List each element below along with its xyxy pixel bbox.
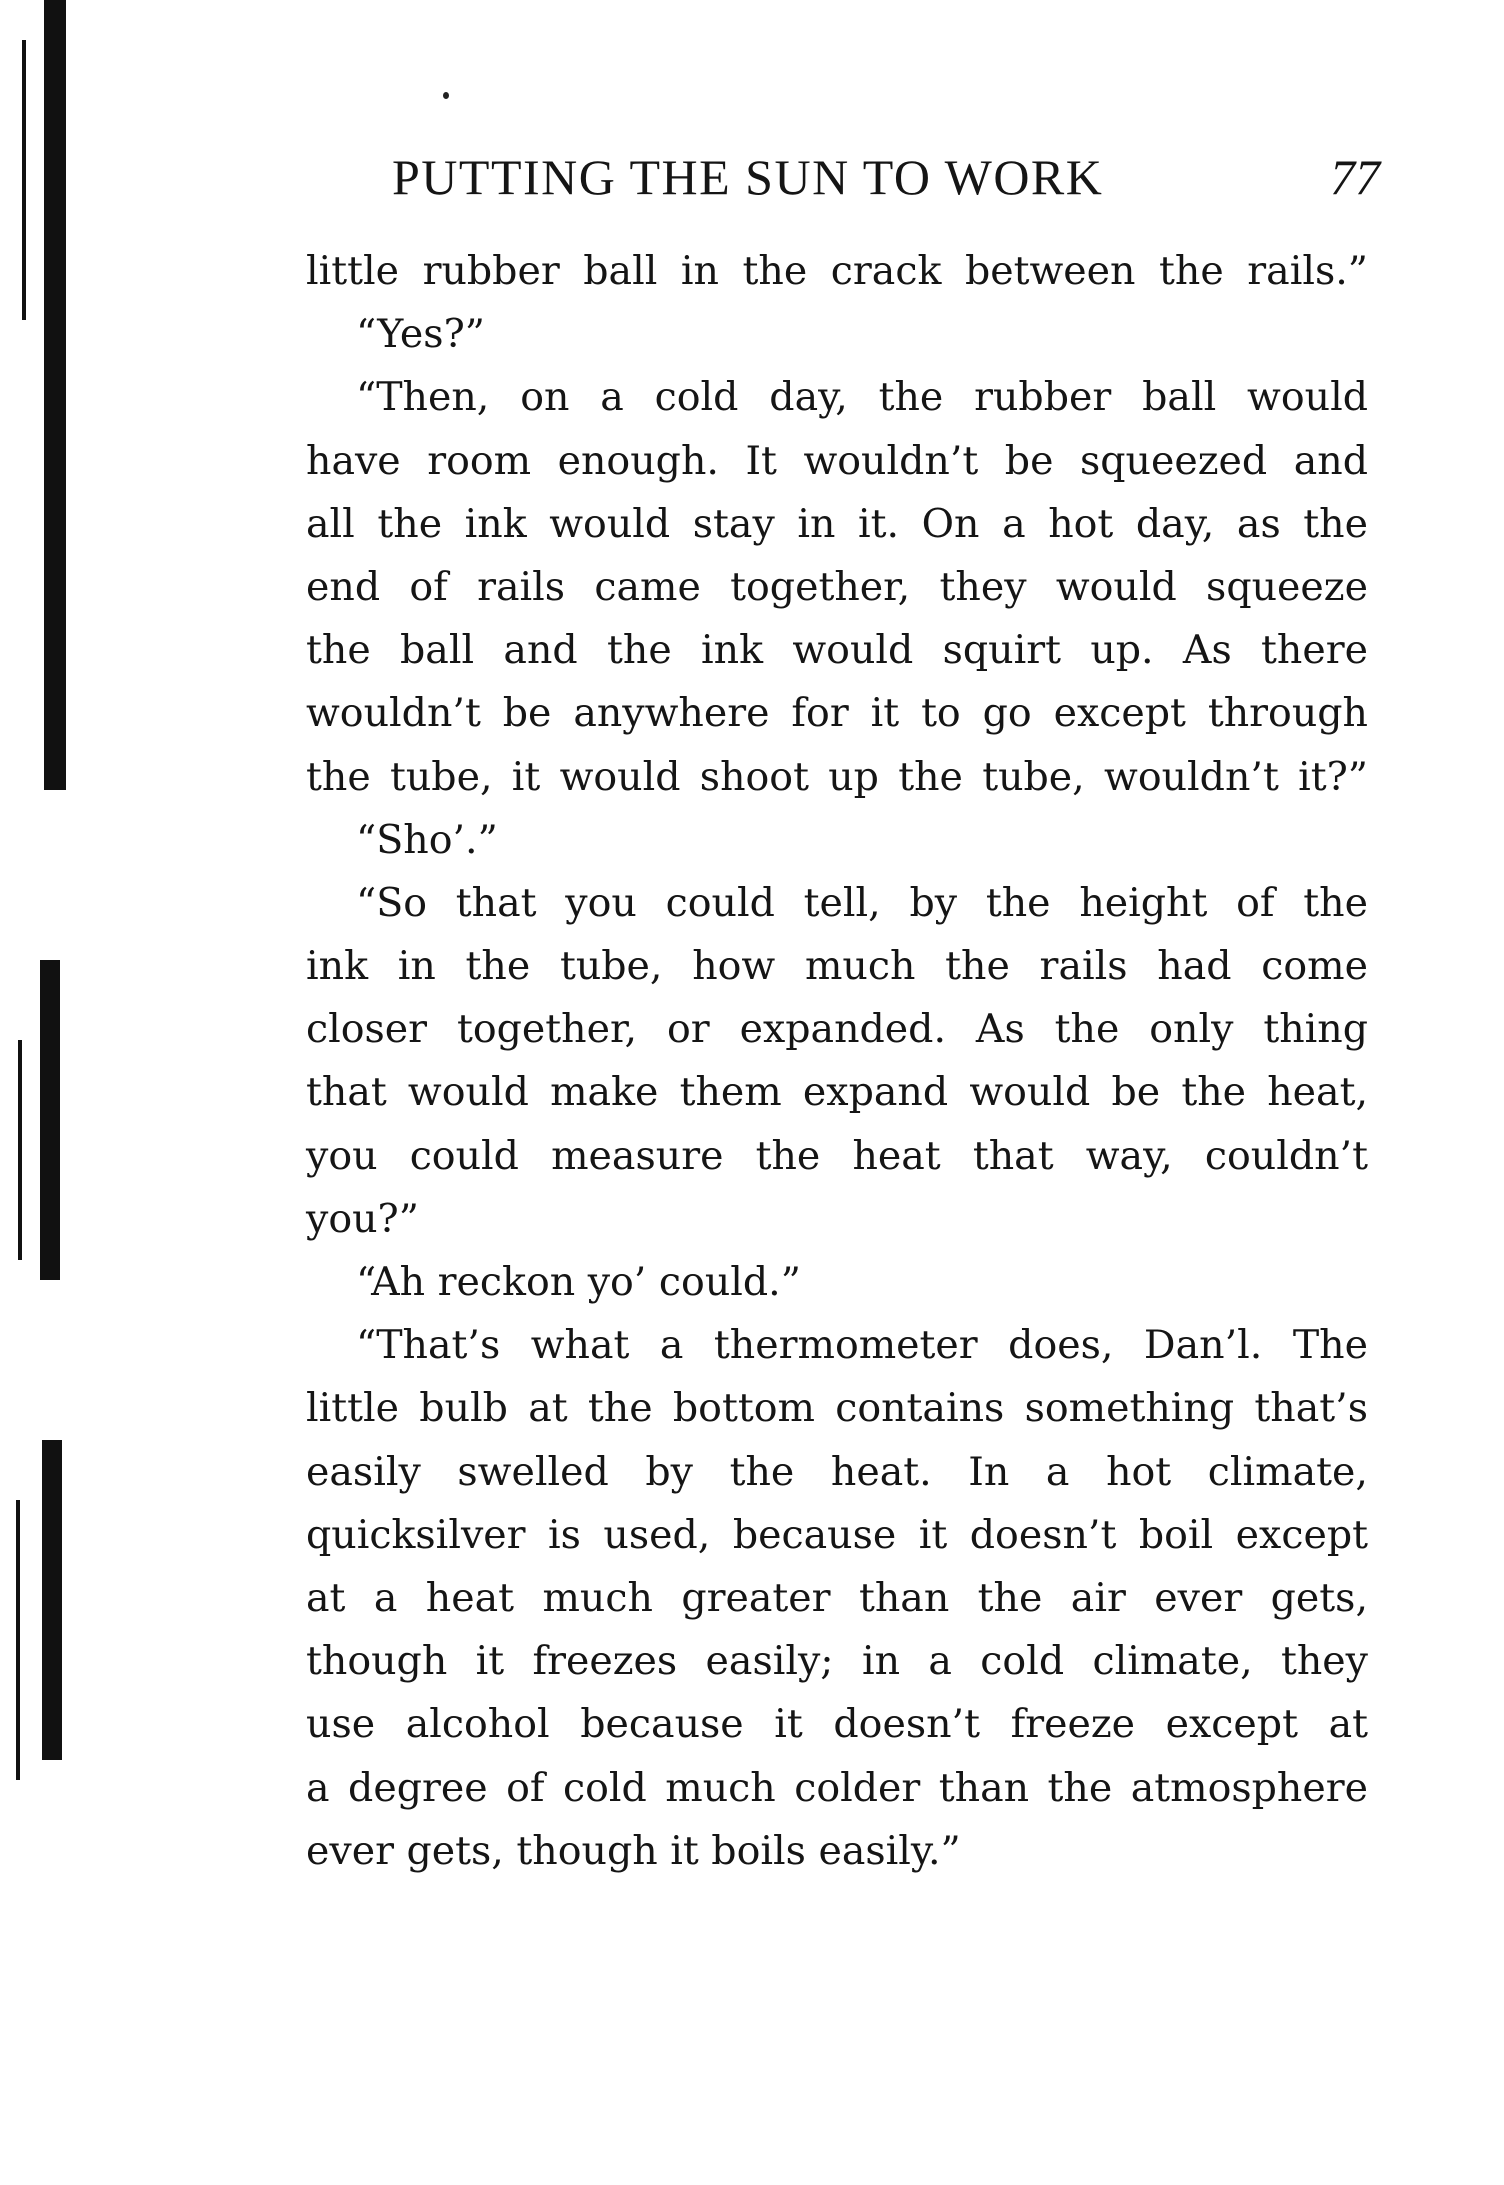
stray-ink-dot — [443, 92, 449, 99]
text-line: that would make them expand would be the heat, — [306, 1069, 1368, 1116]
running-head — [392, 148, 1380, 218]
text-line: end of rails came together, they would squeeze — [306, 563, 1368, 610]
text-line: the ball and the ink would squirt up. As there — [306, 627, 1368, 674]
text-line: “Sho’.” — [356, 816, 498, 863]
text-line: quicksilver is used, because it doesn’t boil except — [306, 1511, 1368, 1558]
text-line: “Then, on a cold day, the rubber ball would — [356, 374, 1368, 421]
binding-strip-middle-thin — [18, 1040, 22, 1260]
text-line: though it freezes easily; in a cold climate, they — [306, 1638, 1368, 1685]
binding-strip-bottom — [42, 1440, 62, 1760]
text-line: “So that you could tell, by the height of the — [356, 879, 1368, 926]
text-line: wouldn’t be anywhere for it to go except through — [306, 690, 1368, 737]
text-line: you?” — [306, 1195, 419, 1242]
binding-strip-bottom-thin — [16, 1500, 20, 1780]
text-line: you could measure the heat that way, couldn’t — [306, 1132, 1368, 1179]
text-line: “Ah reckon yo’ could.” — [356, 1259, 801, 1305]
text-line: a degree of cold much colder than the atmosphere — [306, 1764, 1368, 1811]
text-line: little rubber ball in the crack between the rails.” — [306, 248, 1368, 294]
chapter-title: PUTTING THE SUN TO WORK — [392, 149, 1104, 205]
text-line: easily swelled by the heat. In a hot climate, — [306, 1448, 1368, 1495]
text-line: use alcohol because it doesn’t freeze except at — [306, 1701, 1368, 1748]
text-line: the tube, it would shoot up the tube, wouldn’t it?” — [306, 753, 1368, 800]
binding-strip-top-thin — [22, 40, 26, 320]
binding-shadow — [0, 0, 80, 2185]
text-line: “That’s what a thermometer does, Dan’l. The — [356, 1322, 1368, 1369]
page-number: 77 — [1330, 149, 1380, 205]
text-line: all the ink would stay in it. On a hot day, as the — [306, 500, 1368, 547]
text-line: little bulb at the bottom contains something that’s — [306, 1385, 1368, 1432]
text-line: closer together, or expanded. As the only thing — [306, 1006, 1368, 1053]
text-line: ink in the tube, how much the rails had come — [306, 943, 1368, 990]
body-text — [306, 240, 1368, 1883]
text-line: ever gets, though it boils easily.” — [306, 1827, 961, 1874]
binding-strip-middle — [40, 960, 60, 1280]
binding-strip-top — [44, 0, 66, 790]
text-line: have room enough. It wouldn’t be squeezed and — [306, 437, 1368, 484]
text-line: at a heat much greater than the air ever gets, — [306, 1574, 1368, 1621]
text-line: “Yes?” — [356, 311, 485, 358]
